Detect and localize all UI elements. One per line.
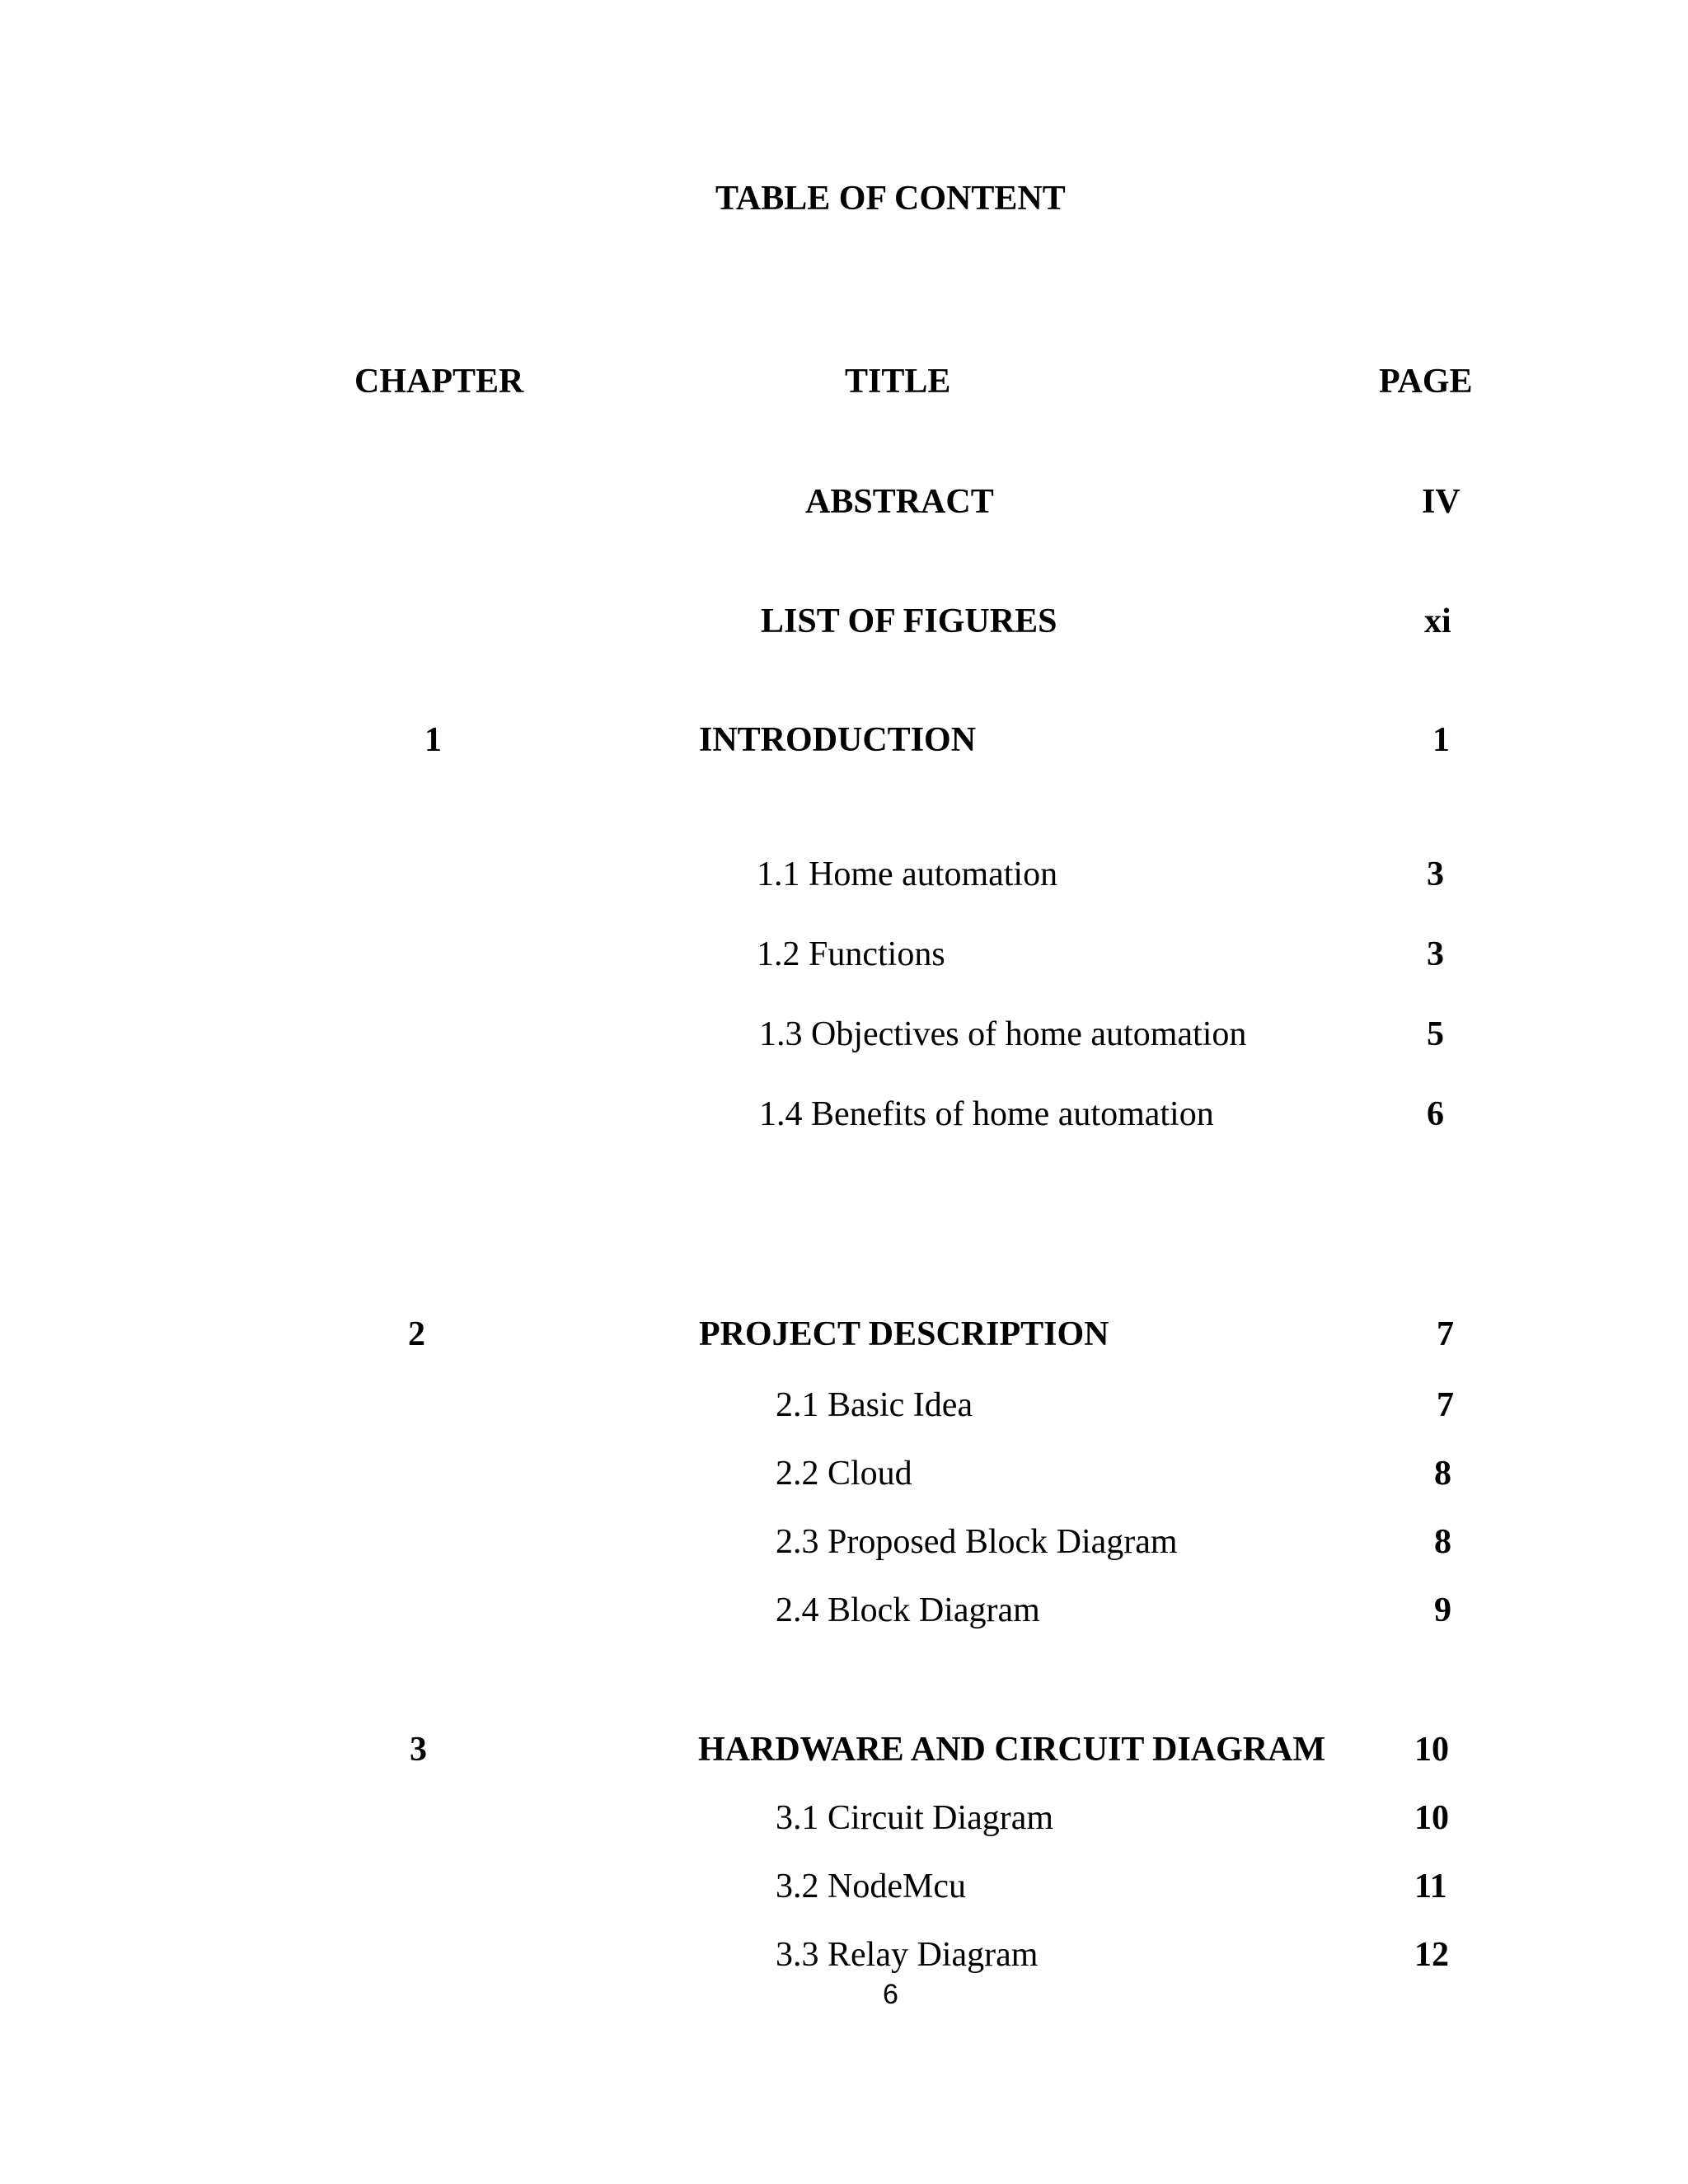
section-page: 8 bbox=[1434, 1523, 1451, 1561]
chapter-number-1: 1 bbox=[424, 721, 442, 759]
toc-page-abstract: IV bbox=[1422, 483, 1461, 521]
section-page: 12 bbox=[1414, 1936, 1449, 1974]
page-title: TABLE OF CONTENT bbox=[715, 180, 1066, 218]
section-page: 10 bbox=[1414, 1799, 1449, 1837]
toc-entry-abstract: ABSTRACT bbox=[805, 483, 994, 521]
section-title: 3.2 NodeMcu bbox=[776, 1868, 966, 1905]
section-page: 3 bbox=[1427, 855, 1444, 893]
section-page: 9 bbox=[1434, 1591, 1451, 1629]
section-page: 8 bbox=[1434, 1455, 1451, 1493]
section-page: 3 bbox=[1427, 935, 1444, 973]
chapter-title-2: PROJECT DESCRIPTION bbox=[699, 1315, 1109, 1353]
section-title: 1.2 Functions bbox=[757, 935, 945, 973]
chapter-page-2: 7 bbox=[1437, 1315, 1454, 1353]
chapter-title-1: INTRODUCTION bbox=[699, 721, 977, 759]
page-number: 6 bbox=[883, 1979, 898, 2010]
section-title: 3.1 Circuit Diagram bbox=[776, 1799, 1054, 1837]
section-title: 2.4 Block Diagram bbox=[776, 1591, 1040, 1629]
column-header-page: PAGE bbox=[1379, 363, 1473, 401]
section-page: 11 bbox=[1414, 1868, 1447, 1905]
chapter-page-1: 1 bbox=[1432, 721, 1450, 759]
section-title: 1.4 Benefits of home automation bbox=[759, 1095, 1214, 1133]
section-title: 1.3 Objectives of home automation bbox=[759, 1015, 1247, 1053]
chapter-number-2: 2 bbox=[408, 1315, 425, 1353]
column-header-chapter: CHAPTER bbox=[354, 363, 524, 401]
section-title: 2.2 Cloud bbox=[776, 1455, 912, 1493]
section-title: 2.1 Basic Idea bbox=[776, 1386, 973, 1424]
chapter-number-3: 3 bbox=[410, 1731, 427, 1769]
toc-page-list-of-figures: xi bbox=[1424, 602, 1451, 640]
chapter-title-3: HARDWARE AND CIRCUIT DIAGRAM bbox=[698, 1731, 1326, 1769]
section-page: 7 bbox=[1437, 1386, 1454, 1424]
chapter-page-3: 10 bbox=[1414, 1731, 1449, 1769]
section-page: 6 bbox=[1427, 1095, 1444, 1133]
section-title: 2.3 Proposed Block Diagram bbox=[776, 1523, 1178, 1561]
section-page: 5 bbox=[1427, 1015, 1444, 1053]
section-title: 1.1 Home automation bbox=[757, 855, 1058, 893]
toc-entry-list-of-figures: LIST OF FIGURES bbox=[761, 602, 1057, 640]
column-header-title: TITLE bbox=[845, 363, 951, 401]
section-title: 3.3 Relay Diagram bbox=[776, 1936, 1039, 1974]
